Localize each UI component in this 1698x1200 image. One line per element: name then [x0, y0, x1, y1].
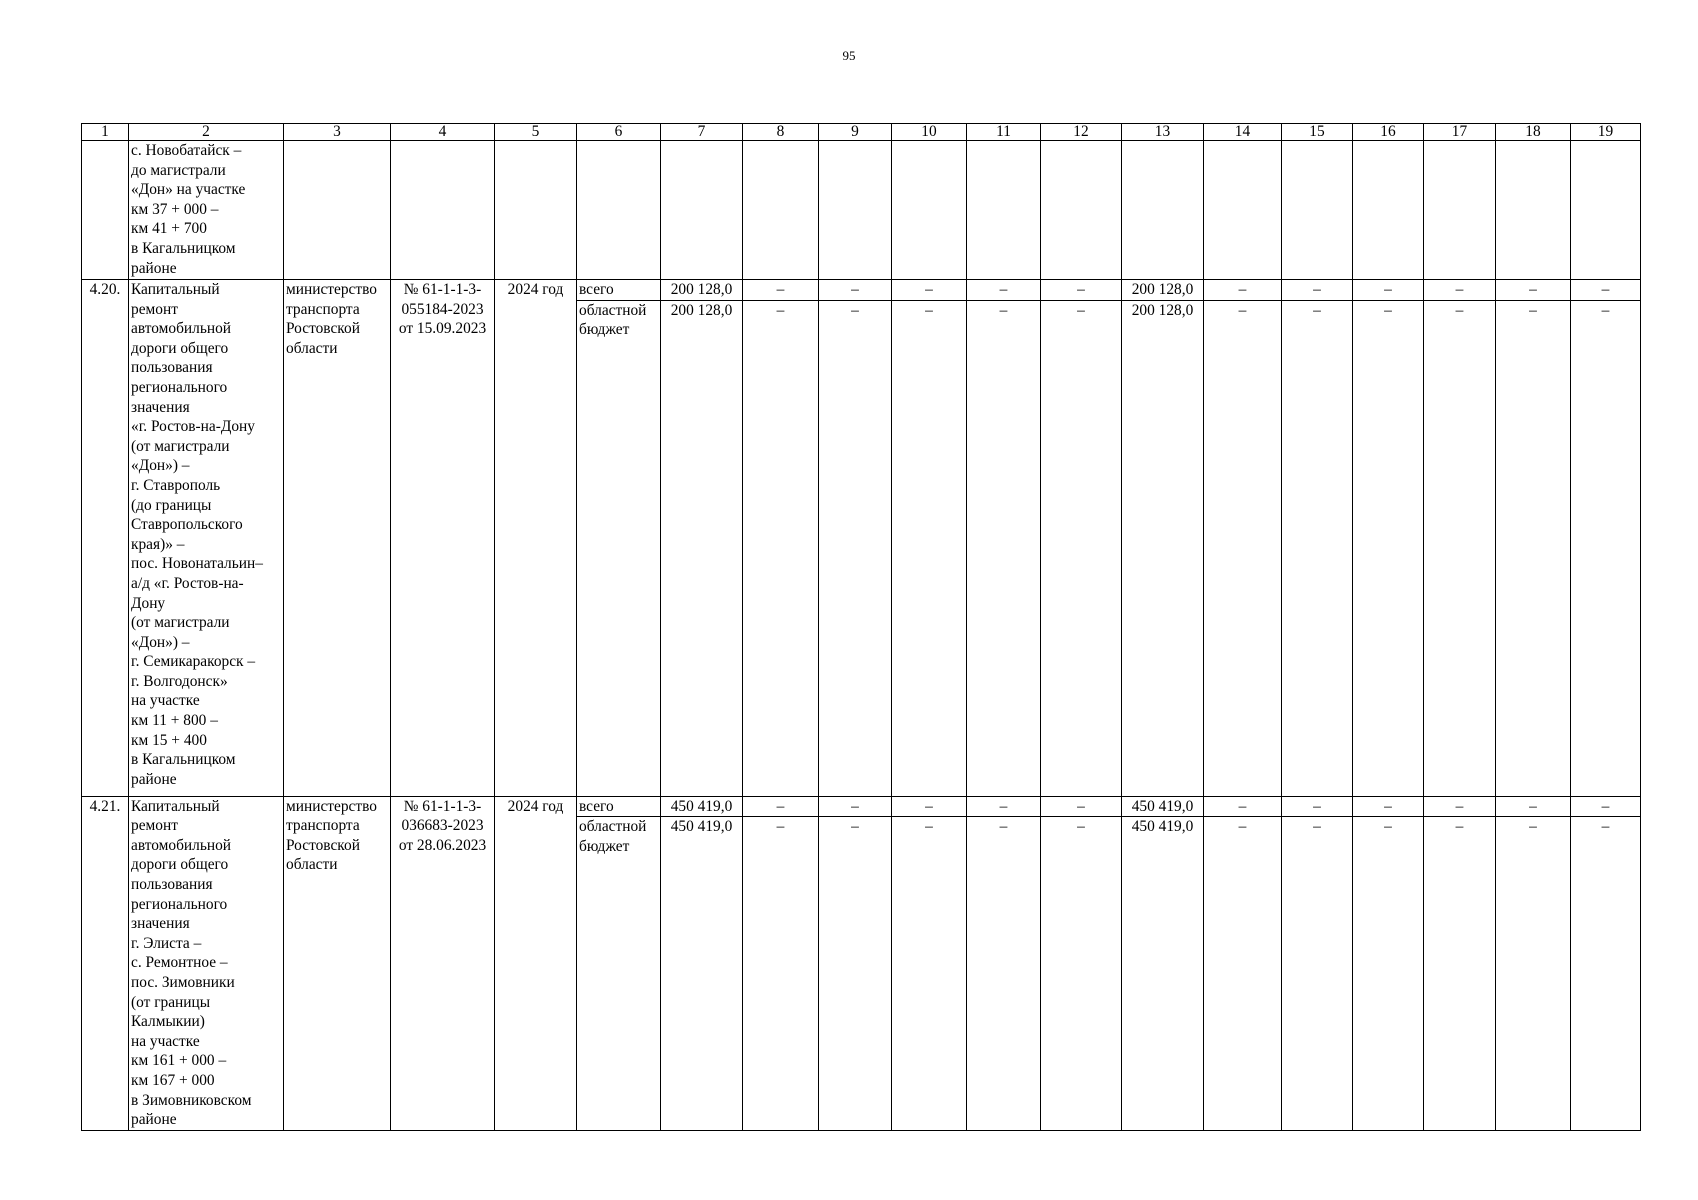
header-cell-18: 18 [1496, 124, 1571, 141]
amount-cell-col-7: 450 419,0 [661, 817, 743, 1130]
amount-cell-col-11: – [967, 817, 1041, 1130]
cell-num [82, 141, 129, 280]
table-row [82, 796, 1641, 817]
header-cell-9: 9 [819, 124, 892, 141]
amount-cell-col-8: – [743, 300, 819, 796]
amount-cell-col-7: 450 419,0 [661, 796, 743, 817]
customer-cell: министерство транспорта Ростовской области [284, 796, 391, 1130]
amount-cell-col-9: – [819, 796, 892, 817]
amount-cell-col-13: 450 419,0 [1122, 796, 1204, 817]
amount-cell-col-14: – [1204, 817, 1282, 1130]
row-number: 4.21. [82, 796, 129, 1130]
amount-cell-col-18: – [1496, 817, 1571, 1130]
amount-cell-col-16: – [1353, 817, 1424, 1130]
amount-cell-col-9: – [819, 817, 892, 1130]
amount-cell-col-7: 200 128,0 [661, 280, 743, 301]
amount-cell-col-11: – [967, 796, 1041, 817]
header-cell-19: 19 [1571, 124, 1641, 141]
amount-cell-col-10: – [892, 796, 967, 817]
amount-cell-col-12: – [1041, 280, 1122, 301]
object-name-cell: Капитальный ремонт автомобильной дороги общего пользования регионального значения г. Элиста – с. Ремонтное – пос. Зимовники (от границы Калмыкии) на участке км 161 + 000 – км 167 + 000 в Зимовниковском районе [129, 796, 284, 1130]
amount-cell-col-17: – [1424, 796, 1496, 817]
amount-cell-col-9: – [819, 300, 892, 796]
header-cell-8: 8 [743, 124, 819, 141]
amount-cell-col-9: – [819, 280, 892, 301]
object-name-cell: Капитальный ремонт автомобильной дороги общего пользования регионального значения «г. Ростов-на-Дону (от магистрали «Дон») – г. Ставрополь (до границы Ставропольского края)» – пос. Новонатальин– а/д «г. Ростов-на- Дону (от магистрали «Дон») – г. Семикаракорск – г. Волгодонск» на участке км 11 + 800 – км 15 + 400 в Кагальницком районе [129, 280, 284, 797]
year-cell: 2024 год [495, 796, 577, 1130]
amount-cell-col-18: – [1496, 796, 1571, 817]
year-cell: 2024 год [495, 280, 577, 797]
amount-cell-col-18: – [1496, 280, 1571, 301]
header-cell-1: 1 [82, 124, 129, 141]
amount-cell-col-14: – [1204, 280, 1282, 301]
funding-source-label: всего [577, 280, 661, 301]
header-cell-14: 14 [1204, 124, 1282, 141]
amount-cell-col-15: – [1282, 796, 1353, 817]
amount-cell-col-10: – [892, 300, 967, 796]
amount-cell-col-15: – [1282, 280, 1353, 301]
continuation-row [82, 141, 1641, 280]
funding-source-label: областной бюджет [577, 300, 661, 796]
amount-cell-col-17: – [1424, 300, 1496, 796]
amount-cell-col-19: – [1571, 300, 1641, 796]
amount-cell-col-16: – [1353, 796, 1424, 817]
amount-cell-col-15: – [1282, 817, 1353, 1130]
amount-cell-col-8: – [743, 817, 819, 1130]
amount-cell-col-13: 200 128,0 [1122, 300, 1204, 796]
amount-cell-col-12: – [1041, 300, 1122, 796]
document-cell: № 61-1-1-3- 055184-2023 от 15.09.2023 [391, 280, 495, 797]
header-row [82, 124, 1641, 141]
amount-cell-col-11: – [967, 300, 1041, 796]
header-cell-10: 10 [892, 124, 967, 141]
amount-cell-col-8: – [743, 280, 819, 301]
header-cell-17: 17 [1424, 124, 1496, 141]
amount-cell-col-15: – [1282, 300, 1353, 796]
amount-cell-col-8: – [743, 796, 819, 817]
document-cell: № 61-1-1-3- 036683-2023 от 28.06.2023 [391, 796, 495, 1130]
amount-cell-col-10: – [892, 280, 967, 301]
amount-cell-col-13: 450 419,0 [1122, 817, 1204, 1130]
amount-cell-col-17: – [1424, 280, 1496, 301]
table-row [82, 280, 1641, 301]
amount-cell-col-11: – [967, 280, 1041, 301]
object-name-cell: с. Новобатайск – до магистрали «Дон» на участке км 37 + 000 – км 41 + 700 в Кагальницком районе [129, 141, 284, 280]
header-cell-7: 7 [661, 124, 743, 141]
amount-cell-col-19: – [1571, 817, 1641, 1130]
header-cell-13: 13 [1122, 124, 1204, 141]
amount-cell-col-14: – [1204, 300, 1282, 796]
header-cell-5: 5 [495, 124, 577, 141]
amount-cell-col-7: 200 128,0 [661, 300, 743, 796]
amount-cell-col-12: – [1041, 817, 1122, 1130]
table-body [82, 124, 1641, 1131]
amount-cell-col-18: – [1496, 300, 1571, 796]
amount-cell-col-17: – [1424, 817, 1496, 1130]
customer-cell: министерство транспорта Ростовской области [284, 280, 391, 797]
amount-cell-col-16: – [1353, 300, 1424, 796]
amount-cell-col-19: – [1571, 280, 1641, 301]
row-number: 4.20. [82, 280, 129, 797]
funding-source-label: областной бюджет [577, 817, 661, 1130]
header-cell-3: 3 [284, 124, 391, 141]
amount-cell-col-19: – [1571, 796, 1641, 817]
amount-cell-col-12: – [1041, 796, 1122, 817]
page-number: 95 [842, 48, 856, 63]
header-cell-4: 4 [391, 124, 495, 141]
amount-cell-col-16: – [1353, 280, 1424, 301]
header-cell-12: 12 [1041, 124, 1122, 141]
header-cell-15: 15 [1282, 124, 1353, 141]
header-cell-6: 6 [577, 124, 661, 141]
amount-cell-col-10: – [892, 817, 967, 1130]
header-cell-11: 11 [967, 124, 1041, 141]
amount-cell-col-14: – [1204, 796, 1282, 817]
financing-table [81, 123, 1641, 1131]
funding-source-label: всего [577, 796, 661, 817]
header-cell-2: 2 [129, 124, 284, 141]
header-cell-16: 16 [1353, 124, 1424, 141]
amount-cell-col-13: 200 128,0 [1122, 280, 1204, 301]
